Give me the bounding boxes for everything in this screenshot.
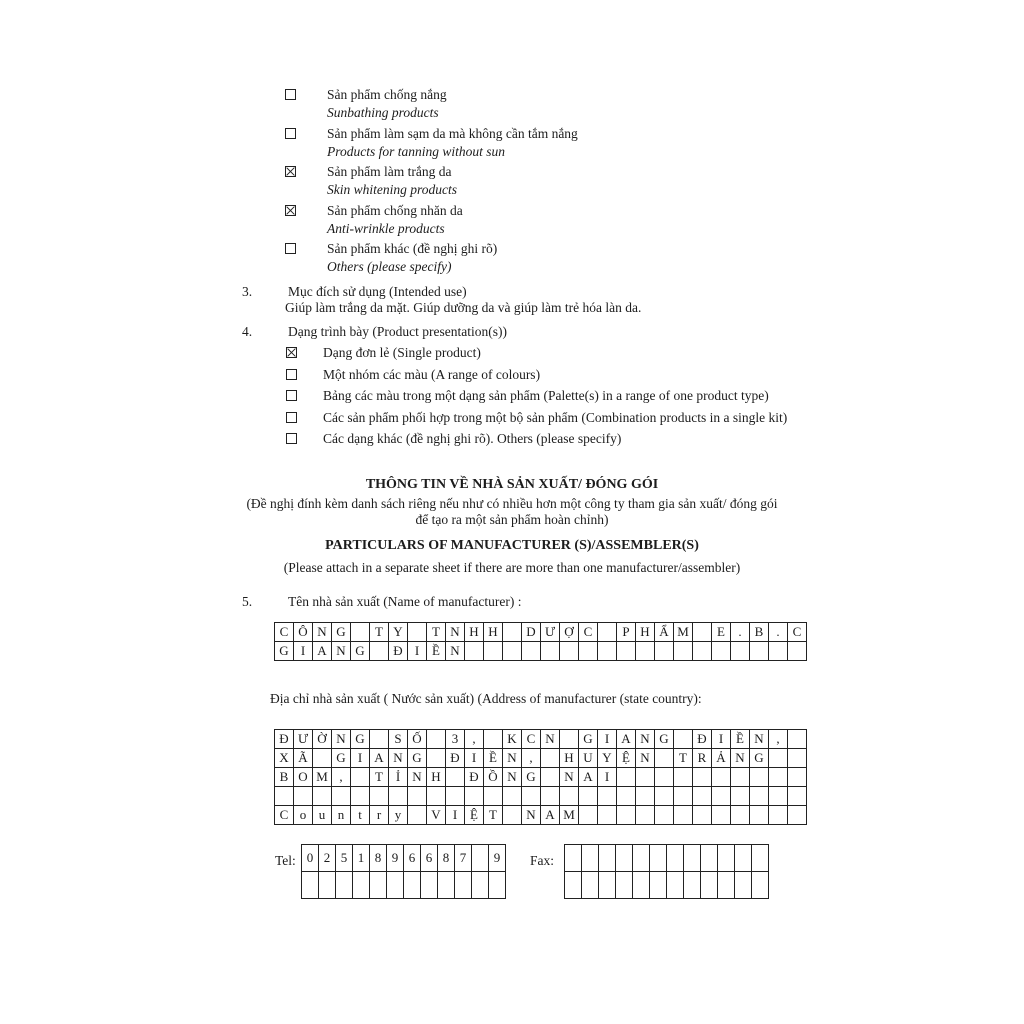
grid-cell[interactable] bbox=[489, 872, 506, 899]
section-3-title: Mục đích sử dụng (Intended use) bbox=[288, 284, 467, 299]
grid-cell[interactable] bbox=[484, 787, 503, 806]
grid-row bbox=[275, 623, 807, 642]
fax-grid[interactable] bbox=[564, 844, 769, 899]
grid-cell[interactable] bbox=[769, 787, 788, 806]
grid-cell[interactable] bbox=[731, 768, 750, 787]
vi-manufacturer-note-2: để tạo ra một sản phẩm hoàn chỉnh) bbox=[415, 512, 609, 527]
en-manufacturer-title: PARTICULARS OF MANUFACTURER (S)/ASSEMBLER(S) bbox=[325, 538, 699, 553]
vi-manufacturer-note-1: (Đề nghị đính kèm danh sách riêng nếu như có nhiều hơn một công ty tham gia sản xuất/ đóng gói bbox=[246, 496, 778, 511]
grid-cell[interactable] bbox=[693, 768, 712, 787]
grid-cell[interactable]: G bbox=[408, 749, 427, 768]
grid-cell[interactable] bbox=[617, 806, 636, 825]
grid-cell[interactable] bbox=[560, 730, 579, 749]
grid-cell[interactable] bbox=[408, 623, 427, 642]
grid-cell[interactable]: 5 bbox=[336, 845, 353, 872]
product-type-label-en: Sunbathing products bbox=[327, 105, 439, 120]
grid-cell[interactable]: Y bbox=[598, 749, 617, 768]
grid-cell[interactable]: Ờ bbox=[313, 730, 332, 749]
grid-cell[interactable]: A bbox=[370, 749, 389, 768]
grid-row bbox=[275, 768, 807, 787]
grid-cell[interactable] bbox=[408, 787, 427, 806]
grid-cell[interactable]: G bbox=[522, 768, 541, 787]
grid-cell[interactable] bbox=[655, 749, 674, 768]
manufacturer-address-label: Địa chỉ nhà sản xuất ( Nước sản xuất) (Address of manufacturer (state country): bbox=[270, 691, 702, 706]
section-4-title: Dạng trình bày (Product presentation(s)) bbox=[288, 324, 507, 339]
grid-cell[interactable]: H bbox=[484, 623, 503, 642]
grid-cell[interactable] bbox=[674, 730, 693, 749]
grid-cell[interactable]: Ả bbox=[712, 749, 731, 768]
grid-cell[interactable]: A bbox=[617, 730, 636, 749]
grid-cell[interactable] bbox=[503, 806, 522, 825]
grid-cell[interactable]: O bbox=[294, 768, 313, 787]
grid-cell[interactable]: Ệ bbox=[465, 806, 484, 825]
grid-cell[interactable] bbox=[788, 787, 807, 806]
section-5-number: 5. bbox=[242, 594, 253, 609]
grid-cell[interactable] bbox=[465, 642, 484, 661]
grid-cell[interactable] bbox=[332, 787, 351, 806]
grid-cell[interactable] bbox=[582, 845, 599, 872]
grid-cell[interactable]: N bbox=[636, 749, 655, 768]
grid-cell[interactable]: T bbox=[370, 768, 389, 787]
grid-cell[interactable] bbox=[541, 768, 560, 787]
grid-cell[interactable] bbox=[351, 623, 370, 642]
manufacturer-address-grid[interactable] bbox=[274, 729, 807, 825]
grid-cell[interactable] bbox=[616, 845, 633, 872]
product-type-label-vi: Sản phẩm khác (đề nghị ghi rõ) bbox=[327, 241, 498, 256]
grid-cell[interactable] bbox=[674, 806, 693, 825]
grid-cell[interactable] bbox=[684, 845, 701, 872]
grid-cell[interactable] bbox=[446, 787, 465, 806]
grid-cell[interactable]: Đ bbox=[693, 730, 712, 749]
grid-cell[interactable]: Ư bbox=[294, 730, 313, 749]
grid-cell[interactable]: Ồ bbox=[484, 768, 503, 787]
grid-cell[interactable]: Ề bbox=[427, 642, 446, 661]
grid-row bbox=[275, 730, 807, 749]
grid-cell[interactable]: T bbox=[484, 806, 503, 825]
grid-cell[interactable] bbox=[582, 872, 599, 899]
grid-cell[interactable] bbox=[617, 787, 636, 806]
grid-cell[interactable]: r bbox=[370, 806, 389, 825]
grid-cell[interactable] bbox=[370, 787, 389, 806]
grid-cell[interactable] bbox=[579, 787, 598, 806]
grid-cell[interactable]: G bbox=[579, 730, 598, 749]
grid-cell[interactable] bbox=[655, 787, 674, 806]
grid-cell[interactable]: H bbox=[427, 768, 446, 787]
grid-cell[interactable] bbox=[294, 787, 313, 806]
vi-manufacturer-title: THÔNG TIN VỀ NHÀ SẢN XUẤT/ ĐÓNG GÓI bbox=[365, 477, 659, 492]
grid-cell[interactable] bbox=[427, 787, 446, 806]
grid-cell[interactable] bbox=[633, 845, 650, 872]
grid-cell[interactable]: X bbox=[275, 749, 294, 768]
grid-cell[interactable]: D bbox=[522, 623, 541, 642]
grid-cell[interactable]: 8 bbox=[370, 845, 387, 872]
presentation-checkbox[interactable] bbox=[286, 369, 297, 380]
grid-cell[interactable] bbox=[389, 787, 408, 806]
presentation-option-label: Một nhóm các màu (A range of colours) bbox=[323, 366, 541, 382]
grid-cell[interactable]: Ệ bbox=[617, 749, 636, 768]
grid-cell[interactable] bbox=[565, 845, 582, 872]
grid-cell[interactable]: A bbox=[313, 642, 332, 661]
presentation-option-label: Bảng các màu trong một dạng sản phẩm (Palette(s) in a range of one product type) bbox=[323, 388, 769, 403]
grid-cell[interactable] bbox=[370, 872, 387, 899]
grid-cell[interactable]: T bbox=[370, 623, 389, 642]
grid-cell[interactable] bbox=[541, 642, 560, 661]
grid-cell[interactable]: o bbox=[294, 806, 313, 825]
grid-cell[interactable]: U bbox=[579, 749, 598, 768]
grid-cell[interactable] bbox=[655, 768, 674, 787]
grid-cell[interactable] bbox=[674, 787, 693, 806]
product-type-label-en: Skin whitening products bbox=[327, 182, 457, 197]
grid-cell[interactable]: Ợ bbox=[560, 623, 579, 642]
grid-cell[interactable]: I bbox=[465, 749, 484, 768]
grid-cell[interactable]: G bbox=[332, 749, 351, 768]
grid-cell[interactable]: N bbox=[446, 642, 465, 661]
grid-cell[interactable] bbox=[769, 768, 788, 787]
grid-cell[interactable] bbox=[712, 768, 731, 787]
grid-cell[interactable] bbox=[788, 730, 807, 749]
product-type-label-vi: Sản phẩm làm trắng da bbox=[327, 164, 452, 179]
grid-cell[interactable] bbox=[387, 872, 404, 899]
grid-cell[interactable] bbox=[465, 787, 484, 806]
grid-cell[interactable] bbox=[522, 787, 541, 806]
grid-cell[interactable] bbox=[667, 872, 684, 899]
grid-cell[interactable]: Ẩ bbox=[655, 623, 674, 642]
grid-cell[interactable] bbox=[408, 806, 427, 825]
product-type-label-en: Anti-wrinkle products bbox=[327, 220, 445, 236]
grid-row bbox=[275, 787, 807, 806]
grid-cell[interactable]: 6 bbox=[404, 845, 421, 872]
grid-cell[interactable] bbox=[427, 730, 446, 749]
grid-cell[interactable]: N bbox=[636, 730, 655, 749]
grid-cell[interactable]: T bbox=[427, 623, 446, 642]
grid-cell[interactable]: , bbox=[465, 730, 484, 749]
grid-cell[interactable]: 0 bbox=[302, 845, 319, 872]
grid-cell[interactable]: Ề bbox=[731, 730, 750, 749]
grid-cell[interactable]: I bbox=[294, 642, 313, 661]
grid-cell[interactable]: Ư bbox=[541, 623, 560, 642]
grid-cell[interactable]: G bbox=[351, 730, 370, 749]
grid-cell[interactable]: Ã bbox=[294, 749, 313, 768]
grid-cell[interactable] bbox=[565, 872, 582, 899]
grid-cell[interactable] bbox=[693, 806, 712, 825]
product-type-checkbox[interactable] bbox=[285, 205, 296, 216]
grid-cell[interactable] bbox=[693, 787, 712, 806]
grid-cell[interactable] bbox=[446, 768, 465, 787]
grid-cell[interactable] bbox=[404, 872, 421, 899]
grid-cell[interactable] bbox=[788, 642, 807, 661]
grid-row bbox=[275, 749, 807, 768]
grid-cell[interactable] bbox=[712, 642, 731, 661]
product-type-label-vi: Sản phẩm chống nắng bbox=[327, 87, 447, 102]
grid-cell[interactable] bbox=[633, 872, 650, 899]
grid-cell[interactable] bbox=[718, 872, 735, 899]
grid-row bbox=[275, 642, 807, 661]
grid-cell[interactable] bbox=[788, 806, 807, 825]
grid-cell[interactable] bbox=[650, 872, 667, 899]
section-4-number: 4. bbox=[242, 324, 253, 339]
grid-cell[interactable] bbox=[503, 642, 522, 661]
grid-cell[interactable] bbox=[693, 623, 712, 642]
grid-cell[interactable] bbox=[370, 730, 389, 749]
grid-cell[interactable] bbox=[319, 872, 336, 899]
grid-cell[interactable]: N bbox=[560, 768, 579, 787]
grid-cell[interactable]: I bbox=[446, 806, 465, 825]
grid-cell[interactable]: , bbox=[769, 730, 788, 749]
grid-cell[interactable]: G bbox=[655, 730, 674, 749]
grid-cell[interactable] bbox=[313, 787, 332, 806]
grid-cell[interactable] bbox=[579, 642, 598, 661]
grid-cell[interactable] bbox=[750, 642, 769, 661]
grid-cell[interactable]: t bbox=[351, 806, 370, 825]
grid-cell[interactable]: R bbox=[693, 749, 712, 768]
grid-cell[interactable] bbox=[684, 872, 701, 899]
grid-cell[interactable]: Đ bbox=[465, 768, 484, 787]
grid-cell[interactable]: K bbox=[503, 730, 522, 749]
product-type-label-vi: Sản phẩm làm sạm da mà không cần tắm nắng bbox=[327, 125, 578, 141]
grid-cell[interactable] bbox=[599, 845, 616, 872]
grid-cell[interactable] bbox=[503, 787, 522, 806]
grid-cell[interactable] bbox=[617, 642, 636, 661]
product-type-checkbox[interactable] bbox=[285, 128, 296, 139]
grid-cell[interactable]: N bbox=[313, 623, 332, 642]
grid-cell[interactable] bbox=[735, 845, 752, 872]
grid-cell[interactable]: Đ bbox=[446, 749, 465, 768]
grid-cell[interactable] bbox=[693, 642, 712, 661]
grid-cell[interactable]: Ề bbox=[484, 749, 503, 768]
grid-cell[interactable]: H bbox=[465, 623, 484, 642]
grid-cell[interactable]: B bbox=[275, 768, 294, 787]
grid-cell[interactable]: N bbox=[731, 749, 750, 768]
grid-cell[interactable]: A bbox=[541, 806, 560, 825]
grid-cell[interactable] bbox=[370, 642, 389, 661]
grid-cell[interactable]: C bbox=[788, 623, 807, 642]
product-type-label-en: Products for tanning without sun bbox=[327, 143, 506, 159]
grid-cell[interactable]: u bbox=[313, 806, 332, 825]
product-type-checkbox[interactable] bbox=[285, 89, 296, 100]
grid-cell[interactable]: N bbox=[503, 749, 522, 768]
grid-row bbox=[302, 872, 506, 899]
grid-cell[interactable]: 2 bbox=[319, 845, 336, 872]
presentation-checkbox[interactable] bbox=[286, 347, 297, 358]
grid-cell[interactable] bbox=[438, 872, 455, 899]
grid-cell[interactable]: N bbox=[332, 730, 351, 749]
grid-cell[interactable]: N bbox=[522, 806, 541, 825]
grid-cell[interactable] bbox=[674, 768, 693, 787]
grid-cell[interactable] bbox=[731, 787, 750, 806]
grid-cell[interactable]: G bbox=[750, 749, 769, 768]
grid-cell[interactable]: C bbox=[275, 806, 294, 825]
grid-cell[interactable]: 1 bbox=[353, 845, 370, 872]
grid-cell[interactable]: C bbox=[579, 623, 598, 642]
grid-cell[interactable] bbox=[353, 872, 370, 899]
grid-cell[interactable]: , bbox=[332, 768, 351, 787]
grid-cell[interactable]: , bbox=[522, 749, 541, 768]
grid-cell[interactable] bbox=[598, 806, 617, 825]
grid-cell[interactable] bbox=[701, 845, 718, 872]
grid-cell[interactable]: Y bbox=[389, 623, 408, 642]
grid-cell[interactable]: 6 bbox=[421, 845, 438, 872]
grid-cell[interactable] bbox=[336, 872, 353, 899]
grid-cell[interactable]: N bbox=[541, 730, 560, 749]
grid-cell[interactable] bbox=[769, 806, 788, 825]
grid-cell[interactable] bbox=[313, 749, 332, 768]
grid-cell[interactable] bbox=[541, 749, 560, 768]
grid-cell[interactable] bbox=[752, 872, 769, 899]
grid-cell[interactable] bbox=[472, 845, 489, 872]
grid-cell[interactable]: Ố bbox=[408, 730, 427, 749]
grid-cell[interactable]: M bbox=[674, 623, 693, 642]
grid-cell[interactable]: 7 bbox=[455, 845, 472, 872]
grid-cell[interactable] bbox=[750, 806, 769, 825]
grid-cell[interactable] bbox=[579, 806, 598, 825]
tel-label: Tel: bbox=[275, 853, 296, 868]
grid-cell[interactable] bbox=[472, 872, 489, 899]
grid-cell[interactable]: C bbox=[522, 730, 541, 749]
product-type-checkbox[interactable] bbox=[285, 166, 296, 177]
grid-cell[interactable]: E bbox=[712, 623, 731, 642]
grid-cell[interactable] bbox=[522, 642, 541, 661]
grid-cell[interactable]: 3 bbox=[446, 730, 465, 749]
grid-cell[interactable]: G bbox=[332, 623, 351, 642]
grid-cell[interactable] bbox=[788, 749, 807, 768]
grid-cell[interactable] bbox=[598, 787, 617, 806]
grid-cell[interactable] bbox=[484, 642, 503, 661]
grid-cell[interactable]: 9 bbox=[387, 845, 404, 872]
product-type-label-en: Others (please specify) bbox=[327, 259, 452, 274]
fax-label: Fax: bbox=[530, 853, 555, 868]
grid-cell[interactable] bbox=[560, 787, 579, 806]
grid-cell[interactable] bbox=[302, 872, 319, 899]
grid-cell[interactable] bbox=[503, 623, 522, 642]
grid-cell[interactable] bbox=[541, 787, 560, 806]
grid-cell[interactable]: Đ bbox=[389, 642, 408, 661]
grid-cell[interactable]: M bbox=[313, 768, 332, 787]
grid-cell[interactable]: S bbox=[389, 730, 408, 749]
grid-cell[interactable]: C bbox=[275, 623, 294, 642]
grid-cell[interactable] bbox=[752, 845, 769, 872]
grid-cell[interactable]: B bbox=[750, 623, 769, 642]
grid-cell[interactable]: Ô bbox=[294, 623, 313, 642]
grid-cell[interactable] bbox=[650, 845, 667, 872]
grid-cell[interactable] bbox=[455, 872, 472, 899]
grid-cell[interactable] bbox=[351, 787, 370, 806]
section-3-number: 3. bbox=[242, 284, 253, 299]
grid-cell[interactable]: G bbox=[275, 642, 294, 661]
grid-cell[interactable]: N bbox=[750, 730, 769, 749]
grid-cell[interactable]: P bbox=[617, 623, 636, 642]
grid-cell[interactable]: Ỉ bbox=[389, 768, 408, 787]
grid-cell[interactable] bbox=[598, 623, 617, 642]
grid-cell[interactable] bbox=[636, 806, 655, 825]
grid-cell[interactable]: . bbox=[769, 623, 788, 642]
grid-cell[interactable]: N bbox=[408, 768, 427, 787]
manufacturer-name-grid[interactable] bbox=[274, 622, 807, 661]
grid-cell[interactable]: I bbox=[598, 730, 617, 749]
presentation-checkbox[interactable] bbox=[286, 390, 297, 401]
grid-cell[interactable] bbox=[484, 730, 503, 749]
grid-row bbox=[565, 845, 769, 872]
grid-cell[interactable]: I bbox=[712, 730, 731, 749]
grid-row bbox=[275, 806, 807, 825]
grid-row bbox=[565, 872, 769, 899]
en-manufacturer-note: (Please attach in a separate sheet if there are more than one manufacturer/assembler) bbox=[283, 560, 741, 575]
grid-cell[interactable] bbox=[667, 845, 684, 872]
grid-cell[interactable] bbox=[598, 642, 617, 661]
grid-cell[interactable] bbox=[275, 787, 294, 806]
presentation-checkbox[interactable] bbox=[286, 433, 297, 444]
grid-cell[interactable]: A bbox=[579, 768, 598, 787]
grid-cell[interactable]: V bbox=[427, 806, 446, 825]
grid-cell[interactable]: M bbox=[560, 806, 579, 825]
grid-row bbox=[302, 845, 506, 872]
presentation-option-label: Các sản phẩm phối hợp trong một bộ sản phẩm (Combination products in a single kit) bbox=[323, 409, 788, 425]
grid-cell[interactable]: . bbox=[731, 623, 750, 642]
grid-cell[interactable]: T bbox=[674, 749, 693, 768]
grid-cell[interactable]: 8 bbox=[438, 845, 455, 872]
grid-cell[interactable] bbox=[750, 768, 769, 787]
grid-cell[interactable] bbox=[636, 787, 655, 806]
tel-grid[interactable] bbox=[301, 844, 506, 899]
grid-cell[interactable] bbox=[769, 749, 788, 768]
grid-cell[interactable]: I bbox=[598, 768, 617, 787]
presentation-option-label: Các dạng khác (đề nghị ghi rõ). Others (please specify) bbox=[323, 431, 622, 446]
grid-cell[interactable] bbox=[351, 768, 370, 787]
grid-cell[interactable] bbox=[655, 806, 674, 825]
grid-cell[interactable]: H bbox=[560, 749, 579, 768]
grid-cell[interactable] bbox=[788, 768, 807, 787]
grid-cell[interactable] bbox=[560, 642, 579, 661]
grid-cell[interactable] bbox=[427, 749, 446, 768]
grid-cell[interactable]: I bbox=[408, 642, 427, 661]
grid-cell[interactable] bbox=[636, 642, 655, 661]
grid-cell[interactable] bbox=[735, 872, 752, 899]
grid-cell[interactable]: I bbox=[351, 749, 370, 768]
presentation-checkbox[interactable] bbox=[286, 412, 297, 423]
grid-cell[interactable]: N bbox=[503, 768, 522, 787]
grid-cell[interactable] bbox=[617, 768, 636, 787]
grid-cell[interactable] bbox=[750, 787, 769, 806]
grid-cell[interactable] bbox=[769, 642, 788, 661]
product-type-label-vi: Sản phẩm chống nhăn da bbox=[327, 202, 463, 218]
grid-cell[interactable] bbox=[701, 872, 718, 899]
manufacturer-name-label: Tên nhà sản xuất (Name of manufacturer) : bbox=[288, 594, 522, 609]
grid-cell[interactable]: N bbox=[446, 623, 465, 642]
grid-cell[interactable]: Đ bbox=[275, 730, 294, 749]
grid-cell[interactable] bbox=[712, 787, 731, 806]
product-type-checkbox[interactable] bbox=[285, 243, 296, 254]
grid-cell[interactable] bbox=[655, 642, 674, 661]
grid-cell[interactable] bbox=[421, 872, 438, 899]
grid-cell[interactable] bbox=[712, 806, 731, 825]
section-3-answer: Giúp làm trắng da mặt. Giúp dưỡng da và giúp làm trẻ hóa làn da. bbox=[285, 300, 642, 315]
grid-cell[interactable] bbox=[674, 642, 693, 661]
grid-cell[interactable] bbox=[731, 642, 750, 661]
grid-cell[interactable]: H bbox=[636, 623, 655, 642]
grid-cell[interactable]: G bbox=[351, 642, 370, 661]
grid-cell[interactable] bbox=[599, 872, 616, 899]
grid-cell[interactable]: n bbox=[332, 806, 351, 825]
grid-cell[interactable] bbox=[731, 806, 750, 825]
grid-cell[interactable] bbox=[636, 768, 655, 787]
grid-cell[interactable] bbox=[616, 872, 633, 899]
grid-cell[interactable]: y bbox=[389, 806, 408, 825]
grid-cell[interactable]: 9 bbox=[489, 845, 506, 872]
grid-cell[interactable] bbox=[718, 845, 735, 872]
presentation-option-label: Dạng đơn lẻ (Single product) bbox=[323, 345, 481, 360]
grid-cell[interactable]: N bbox=[389, 749, 408, 768]
grid-cell[interactable]: N bbox=[332, 642, 351, 661]
